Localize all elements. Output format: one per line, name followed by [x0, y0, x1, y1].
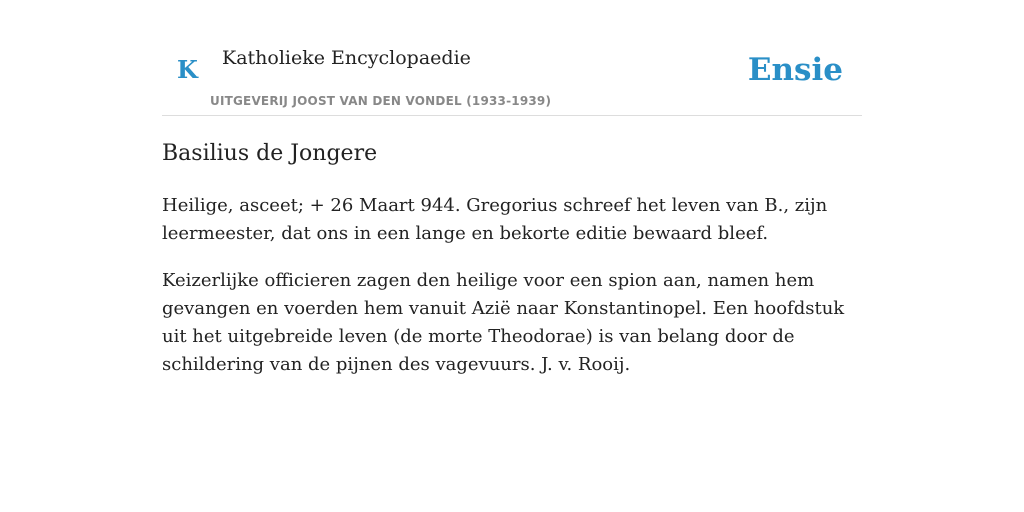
site-subtitle: UITGEVERIJ JOOST VAN DEN VONDEL (1933-1939)	[210, 94, 552, 108]
page	[162, 0, 862, 512]
entry-title: Basilius de Jongere	[162, 141, 378, 166]
publisher-logo[interactable]: K	[177, 55, 198, 84]
entry-paragraph: Keizerlijke officieren zagen den heilige voor een spion aan, namen hem gevangen en voerden hem vanuit Azië naar Konstantinopel. Een hoofdstuk uit het uitgebreide leven (de morte Theodorae) is van belang door de schildering van de pijnen des vagevuurs. J. v. Rooij.	[162, 270, 845, 375]
entry-body	[162, 192, 862, 398]
ensie-logo-link[interactable]: Ensie	[747, 52, 843, 88]
entry-paragraph: Heilige, asceet; + 26 Maart 944. Gregorius schreef het leven van B., zijn leermeester, dat ons in een lange en bekorte editie bewaard bleef.	[162, 195, 828, 244]
site-title-link[interactable]: Katholieke Encyclopaedie	[222, 47, 471, 69]
header	[162, 0, 862, 116]
